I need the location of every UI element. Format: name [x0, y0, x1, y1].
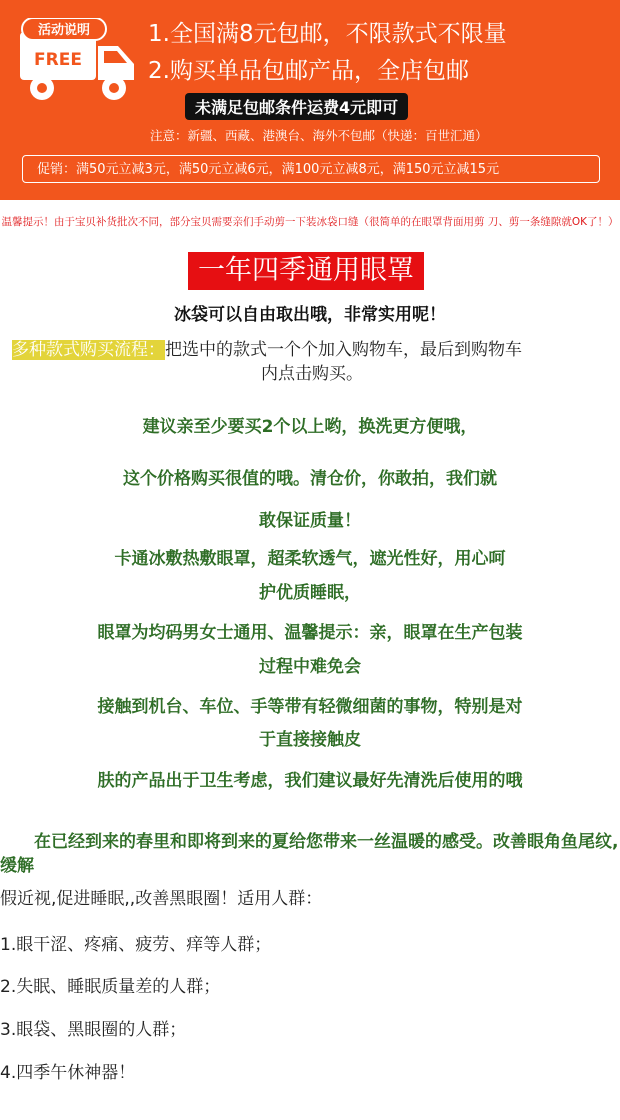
green-line: 这个价格购买很值的哦。清仓价，你敢拍，我们就 — [123, 469, 497, 489]
body-line: 1.眼干涩、疼痛、疲劳、痒等人群； — [0, 935, 272, 955]
spring-paragraph: 在已经到来的春里和即将到来的夏给您带来一丝温暖的感受。改善眼角鱼尾纹,缓解 — [0, 832, 619, 876]
delivery-truck-icon — [18, 18, 138, 108]
shipping-banner — [0, 0, 620, 200]
purchase-flow-text-2: 内点击购买。 — [261, 364, 363, 384]
green-line: 接触到机台、车位、手等带有轻微细菌的事物，特别是对 — [97, 697, 523, 717]
purchase-flow-label: 多种款式购买流程： — [12, 340, 165, 360]
banner-line-2: 2.购买单品包邮产品，全店包邮 — [148, 58, 469, 84]
purchase-flow-text: 把选中的款式一个个加入购物车，最后到购物车 — [165, 340, 522, 360]
warm-tip: 温馨提示！由于宝贝补货批次不同，部分宝贝需要亲们手动剪一下装冰袋口缝（很简单的在眼罩背面用剪 刀、剪一条缝隙就OK了！） — [1, 216, 619, 228]
green-line: 护优质睡眠， — [259, 583, 361, 603]
green-line: 肤的产品出于卫生考虑，我们建议最好先清洗后使用的哦 — [97, 771, 523, 791]
promo-box: 促销：满50元立减3元，满50元立减6元，满100元立减8元，满150元立减15元 — [22, 155, 600, 183]
green-line: 眼罩为均码男女士通用、温馨提示：亲，眼罩在生产包装 — [97, 623, 523, 643]
subtitle: 冰袋可以自由取出哦，非常实用呢！ — [174, 305, 446, 325]
purchase-flow — [12, 338, 612, 386]
shipping-note: 注意：新疆、西藏、港澳台、海外不包邮（快递：百世汇通） — [150, 128, 488, 143]
body-line: 3.眼袋、黑眼圈的人群； — [0, 1020, 187, 1040]
badge-text: 活动说明 — [37, 23, 91, 38]
green-line: 卡通冰敷热敷眼罩，超柔软透气，遮光性好，用心呵 — [114, 549, 506, 569]
body-line: 4.四季午休神器！ — [0, 1063, 136, 1083]
page-title: 一年四季通用眼罩 — [188, 252, 424, 290]
green-line: 敢保证质量！ — [259, 511, 361, 531]
green-line: 于直接接触皮 — [259, 730, 361, 750]
shipping-condition: 未满足包邮条件运费4元即可 — [185, 93, 408, 120]
free-text: FREE — [34, 50, 82, 70]
banner-line-1: 1.全国满8元包邮，不限款式不限量 — [148, 21, 507, 47]
green-line: 建议亲至少要买2个以上哟，换洗更方便哦， — [142, 417, 478, 437]
green-line: 过程中难免会 — [259, 657, 361, 677]
body-line: 2.失眠、睡眠质量差的人群； — [0, 977, 221, 997]
body-line: 假近视,促进睡眠,,改善黑眼圈！适用人群： — [0, 889, 323, 909]
